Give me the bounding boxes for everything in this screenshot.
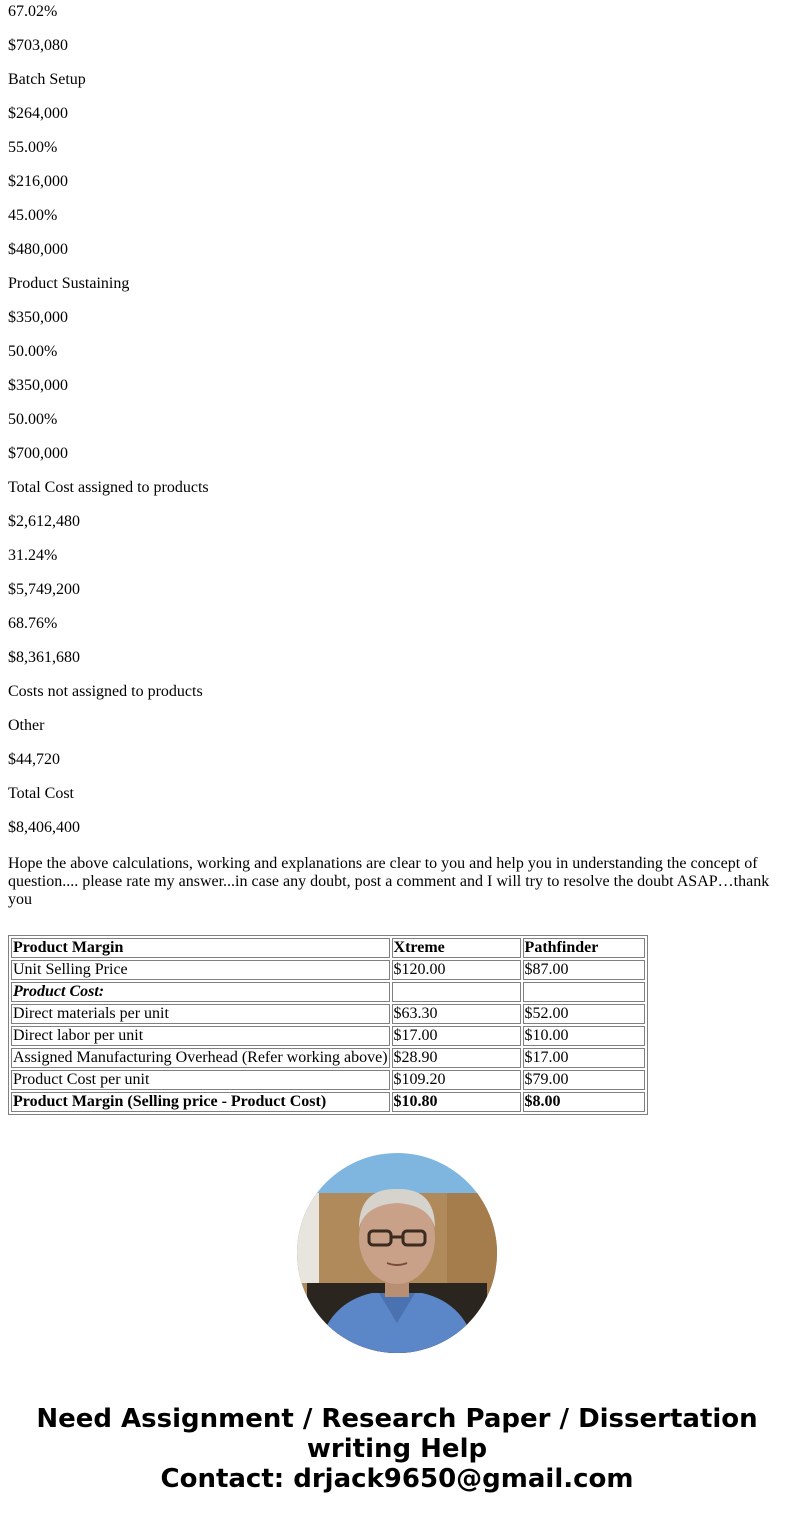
text-line: $2,612,480 — [8, 513, 80, 530]
promo-line: Need Assignment / Research Paper / Dissertation — [36, 1404, 758, 1434]
text-line: $216,000 — [8, 173, 68, 190]
tutor-avatar — [297, 1153, 497, 1353]
promo-line: writing Help — [306, 1434, 488, 1464]
table-cell: Assigned Manufacturing Overhead (Refer working above) — [13, 1049, 388, 1066]
text-line: 68.76% — [8, 615, 58, 632]
text-line: $44,720 — [8, 751, 60, 768]
table-cell: Direct labor per unit — [11, 1026, 390, 1046]
table-cell: Product Cost per unit — [11, 1070, 390, 1090]
table-row — [11, 1026, 645, 1046]
table-cell: $28.90 — [392, 1048, 521, 1068]
text-line: $480,000 — [8, 241, 68, 258]
table-row — [11, 1092, 645, 1112]
text-line: $350,000 — [8, 309, 68, 326]
text-line: Other — [8, 717, 45, 734]
text-line: $8,361,680 — [8, 649, 80, 666]
table-cell: Unit Selling Price — [11, 960, 390, 980]
text-line: $703,080 — [8, 37, 68, 54]
text-line: 67.02% — [8, 3, 58, 20]
avatar-portrait — [297, 1153, 497, 1353]
table-cell: Xtreme — [392, 938, 521, 958]
table-row — [11, 960, 645, 980]
table-cell — [392, 982, 521, 1002]
table-cell: $52.00 — [523, 1004, 645, 1024]
table-cell: $10.80 — [392, 1092, 521, 1112]
text-line: $8,406,400 — [8, 819, 80, 836]
calculation-text — [8, 0, 786, 909]
table-row — [11, 1048, 645, 1068]
text-line: Total Cost assigned to products — [8, 479, 209, 496]
text-line: Total Cost — [8, 785, 74, 802]
table-cell: $17.00 — [392, 1026, 521, 1046]
table-cell: $17.00 — [523, 1048, 645, 1068]
table-cell: $109.20 — [392, 1070, 521, 1090]
text-line: $700,000 — [8, 445, 68, 462]
text-line: Batch Setup — [8, 71, 86, 88]
table-cell — [523, 982, 645, 1002]
text-line: $264,000 — [8, 105, 68, 122]
closing-note: Hope the above calculations, working and explanations are clear to you and help you in understanding the concept of question.... please rate my answer...in case any doubt, post a comment and I will try to resolve the doubt ASAP…thank you — [8, 855, 770, 908]
text-line: 45.00% — [8, 207, 58, 224]
table-row — [11, 938, 645, 958]
table-cell: $120.00 — [392, 960, 521, 980]
table-cell: Direct materials per unit — [11, 1004, 390, 1024]
table-row — [11, 982, 645, 1002]
table-cell: $10.00 — [523, 1026, 645, 1046]
text-line: 50.00% — [8, 411, 58, 428]
table-cell: Product Margin — [11, 938, 390, 958]
table-cell: $63.30 — [392, 1004, 521, 1024]
text-line: 50.00% — [8, 343, 58, 360]
table-cell: Pathfinder — [523, 938, 645, 958]
contact-banner — [0, 1404, 794, 1494]
text-line: Costs not assigned to products — [8, 683, 203, 700]
contact-email: Contact: drjack9650@gmail.com — [160, 1464, 634, 1494]
text-line: Product Sustaining — [8, 275, 130, 292]
table-row — [11, 1004, 645, 1024]
text-line: 31.24% — [8, 547, 58, 564]
table-cell: Product Margin (Selling price - Product Cost) — [11, 1092, 390, 1112]
table-cell: $8.00 — [523, 1092, 645, 1112]
text-line: $5,749,200 — [8, 581, 80, 598]
table-cell: Product Cost: — [11, 982, 390, 1002]
table-cell: $87.00 — [523, 960, 645, 980]
text-line: 55.00% — [8, 139, 58, 156]
table-row — [11, 1070, 645, 1090]
text-line: $350,000 — [8, 377, 68, 394]
product-margin-table — [8, 935, 648, 1115]
table-cell: $79.00 — [523, 1070, 645, 1090]
